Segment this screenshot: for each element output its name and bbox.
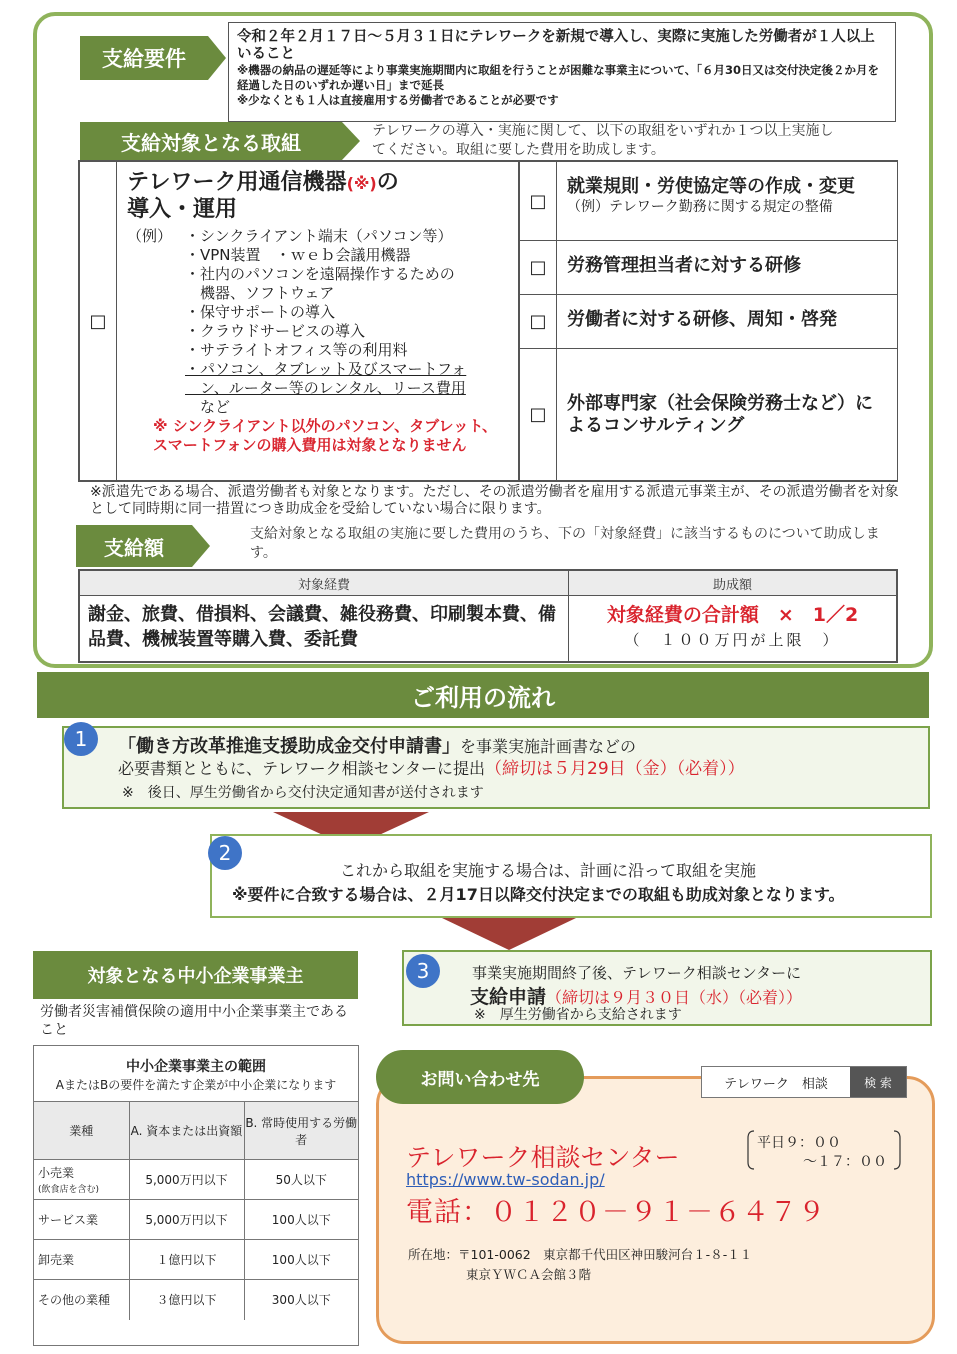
checkbox-right-4[interactable]: □ bbox=[519, 348, 557, 481]
amount-tag-arrow bbox=[192, 525, 210, 567]
center-url[interactable]: https://www.tw-sodan.jp/ bbox=[406, 1170, 605, 1189]
requirements-tag-arrow bbox=[208, 36, 226, 80]
step-2-box: これから取組を実施する場合は、計画に沿って取組を実施 ※要件に合致する場合は、２月17日以降交付決定までの取組も助成対象となります。 bbox=[210, 834, 932, 918]
checkbox-right-3[interactable]: □ bbox=[519, 294, 557, 349]
checkbox-right-2[interactable]: □ bbox=[519, 240, 557, 295]
sme-table bbox=[34, 1101, 358, 1320]
rules-item: 就業規則・労使協定等の作成・変更 （例）テレワーク勤務に関する規定の整備 bbox=[556, 161, 898, 241]
hours bbox=[747, 1130, 901, 1170]
table-row: その他の業種 ３億円以下 300人以下 bbox=[34, 1280, 358, 1320]
step-1-box: 「働き方改革推進支援助成金交付申請書」を事業実施計画書などの 必要書類とともに、テレワーク相談センターに提出（締切は５月29日（金）（必着）） ※ 後日、厚生労働省から交付決定通知書が送付されます bbox=[62, 726, 930, 809]
address-line-1: 所在地：〒101-0062 東京都千代田区神田駿河台１‐８‐１１ bbox=[408, 1247, 753, 1262]
device-item-title: テレワーク用通信機器(※)の 導入・運用 bbox=[127, 170, 399, 222]
consulting-item: 外部専門家（社会保険労務士など）によるコンサルティング bbox=[556, 348, 898, 481]
eligible-tag-arrow bbox=[342, 122, 360, 160]
requirements-note-2: ※少なくとも１人は直接雇用する労働者であることが必要です bbox=[237, 93, 559, 107]
search-button[interactable]: 検 索 bbox=[850, 1067, 906, 1097]
address-line-2: 東京ＹＷＣＡ会館３階 bbox=[466, 1267, 592, 1282]
sme-table-box bbox=[33, 1045, 359, 1346]
amount-tag: 支給額 bbox=[76, 525, 192, 567]
table-row: 卸売業 １億円以下 100人以下 bbox=[34, 1240, 358, 1280]
sme-table-sub: AまたはBの要件を満たす企業が中小企業になります bbox=[55, 1078, 337, 1092]
eligible-intro: テレワークの導入・実施に関して、以下の取組をいずれか１つ以上実施してください。取組に要した費用を助成します。 bbox=[372, 123, 834, 158]
requirements-note-1: ※機器の納品の遅延等により事業実施期間内に取組を行うことが困難な事業主について、「６月30日又は交付決定後２か月を経過した日のいずれか遅い日」まで延長 bbox=[237, 63, 879, 92]
center-phone: 電話：０１２０－９１－６４７９ bbox=[406, 1197, 826, 1228]
step-3-number: 3 bbox=[406, 954, 440, 988]
sme-desc: 労働者災害補償保険の適用中小企業事業主であること bbox=[40, 1004, 348, 1038]
table-row: 小売業 (飲食店を含む) 5,000万円以下 50人以下 bbox=[34, 1160, 358, 1200]
sme-table-header: 業種 A. 資本または出資額 B. 常時使用する労働者 bbox=[34, 1102, 358, 1160]
amount-col-cost: 対象経費 bbox=[79, 570, 569, 596]
device-warning: ※ シンクライアント以外のパソコン、タブレット、スマートフォンの購入費用は対象となりません bbox=[153, 417, 498, 454]
sme-table-title: 中小企業事業主の範囲 bbox=[126, 1059, 266, 1075]
device-item bbox=[116, 161, 519, 481]
eligible-tag: 支給対象となる取組 bbox=[80, 122, 342, 160]
flow-arrow-2 bbox=[442, 918, 576, 950]
flow-banner: ご利用の流れ bbox=[37, 672, 929, 718]
amount-col-grant: 助成額 bbox=[568, 570, 897, 596]
hours-end: ～１７：００ bbox=[803, 1154, 887, 1170]
worker-training-item: 労働者に対する研修、周知・啓発 bbox=[556, 294, 898, 349]
step-2-number: 2 bbox=[208, 836, 242, 870]
requirements-main: 令和２年２月１７日～５月３１日にテレワークを新規で導入し、実際に実施した労働者が１人以上いること bbox=[237, 29, 875, 62]
amount-grant: 対象経費の合計額 × 1／2 （ １００万円が上限 ） bbox=[568, 595, 897, 662]
checkbox-left[interactable]: □ bbox=[79, 161, 117, 481]
step-1-number: 1 bbox=[64, 722, 98, 756]
manager-training-item: 労務管理担当者に対する研修 bbox=[556, 240, 898, 295]
search-input[interactable]: テレワーク 相談 bbox=[724, 1076, 828, 1092]
step-3-box: 事業実施期間終了後、テレワーク相談センターに 支給申請（締切は９月３０日（水）（必着）） ※ 厚生労働省から支給されます bbox=[402, 950, 932, 1026]
checkbox-right-1[interactable]: □ bbox=[519, 161, 557, 241]
amount-costs: 謝金、旅費、借損料、会議費、雑役務費、印刷製本費、備品費、機械装置等購入費、委託費 bbox=[79, 595, 569, 662]
eligible-grid bbox=[78, 160, 898, 482]
amount-table bbox=[78, 569, 898, 663]
requirements-tag: 支給要件 bbox=[80, 36, 208, 80]
contact-tag: お問い合わせ先 bbox=[376, 1050, 584, 1104]
amount-intro: 支給対象となる取組の実施に要した費用のうち、下の「対象経費」に該当するものについて助成します。 bbox=[250, 526, 880, 561]
dispatch-note: ※派遣先である場合、派遣労働者も対象となります。ただし、その派遣労働者を雇用する派遣元事業主が、その派遣労働者を対象として同時期に同一措置につき助成金を受給していない場合に限ります。 bbox=[90, 484, 899, 517]
center-name: テレワーク相談センター bbox=[406, 1143, 680, 1172]
requirements-box bbox=[228, 22, 896, 122]
hours-start: 平日９：００ bbox=[757, 1135, 841, 1151]
device-examples: （例） ・シンクライアント端末（パソコン等） ・VPN装置 ・ｗｅｂ会議用機器 ・社内のパソコンを遠隔操作するための 機器、ソフトウェア ・保守サポートの導入 ・クラウドサービスの導入 ・サテライトオフィス等の利用料 ・パソコン、タブレット及びスマートフォ ン、ルーター等のレンタル、リース費用 など bbox=[127, 227, 467, 416]
table-row: サービス業 5,000万円以下 100人以下 bbox=[34, 1200, 358, 1240]
sme-title: 対象となる中小企業事業主 bbox=[33, 951, 358, 999]
search-bar bbox=[701, 1066, 907, 1098]
